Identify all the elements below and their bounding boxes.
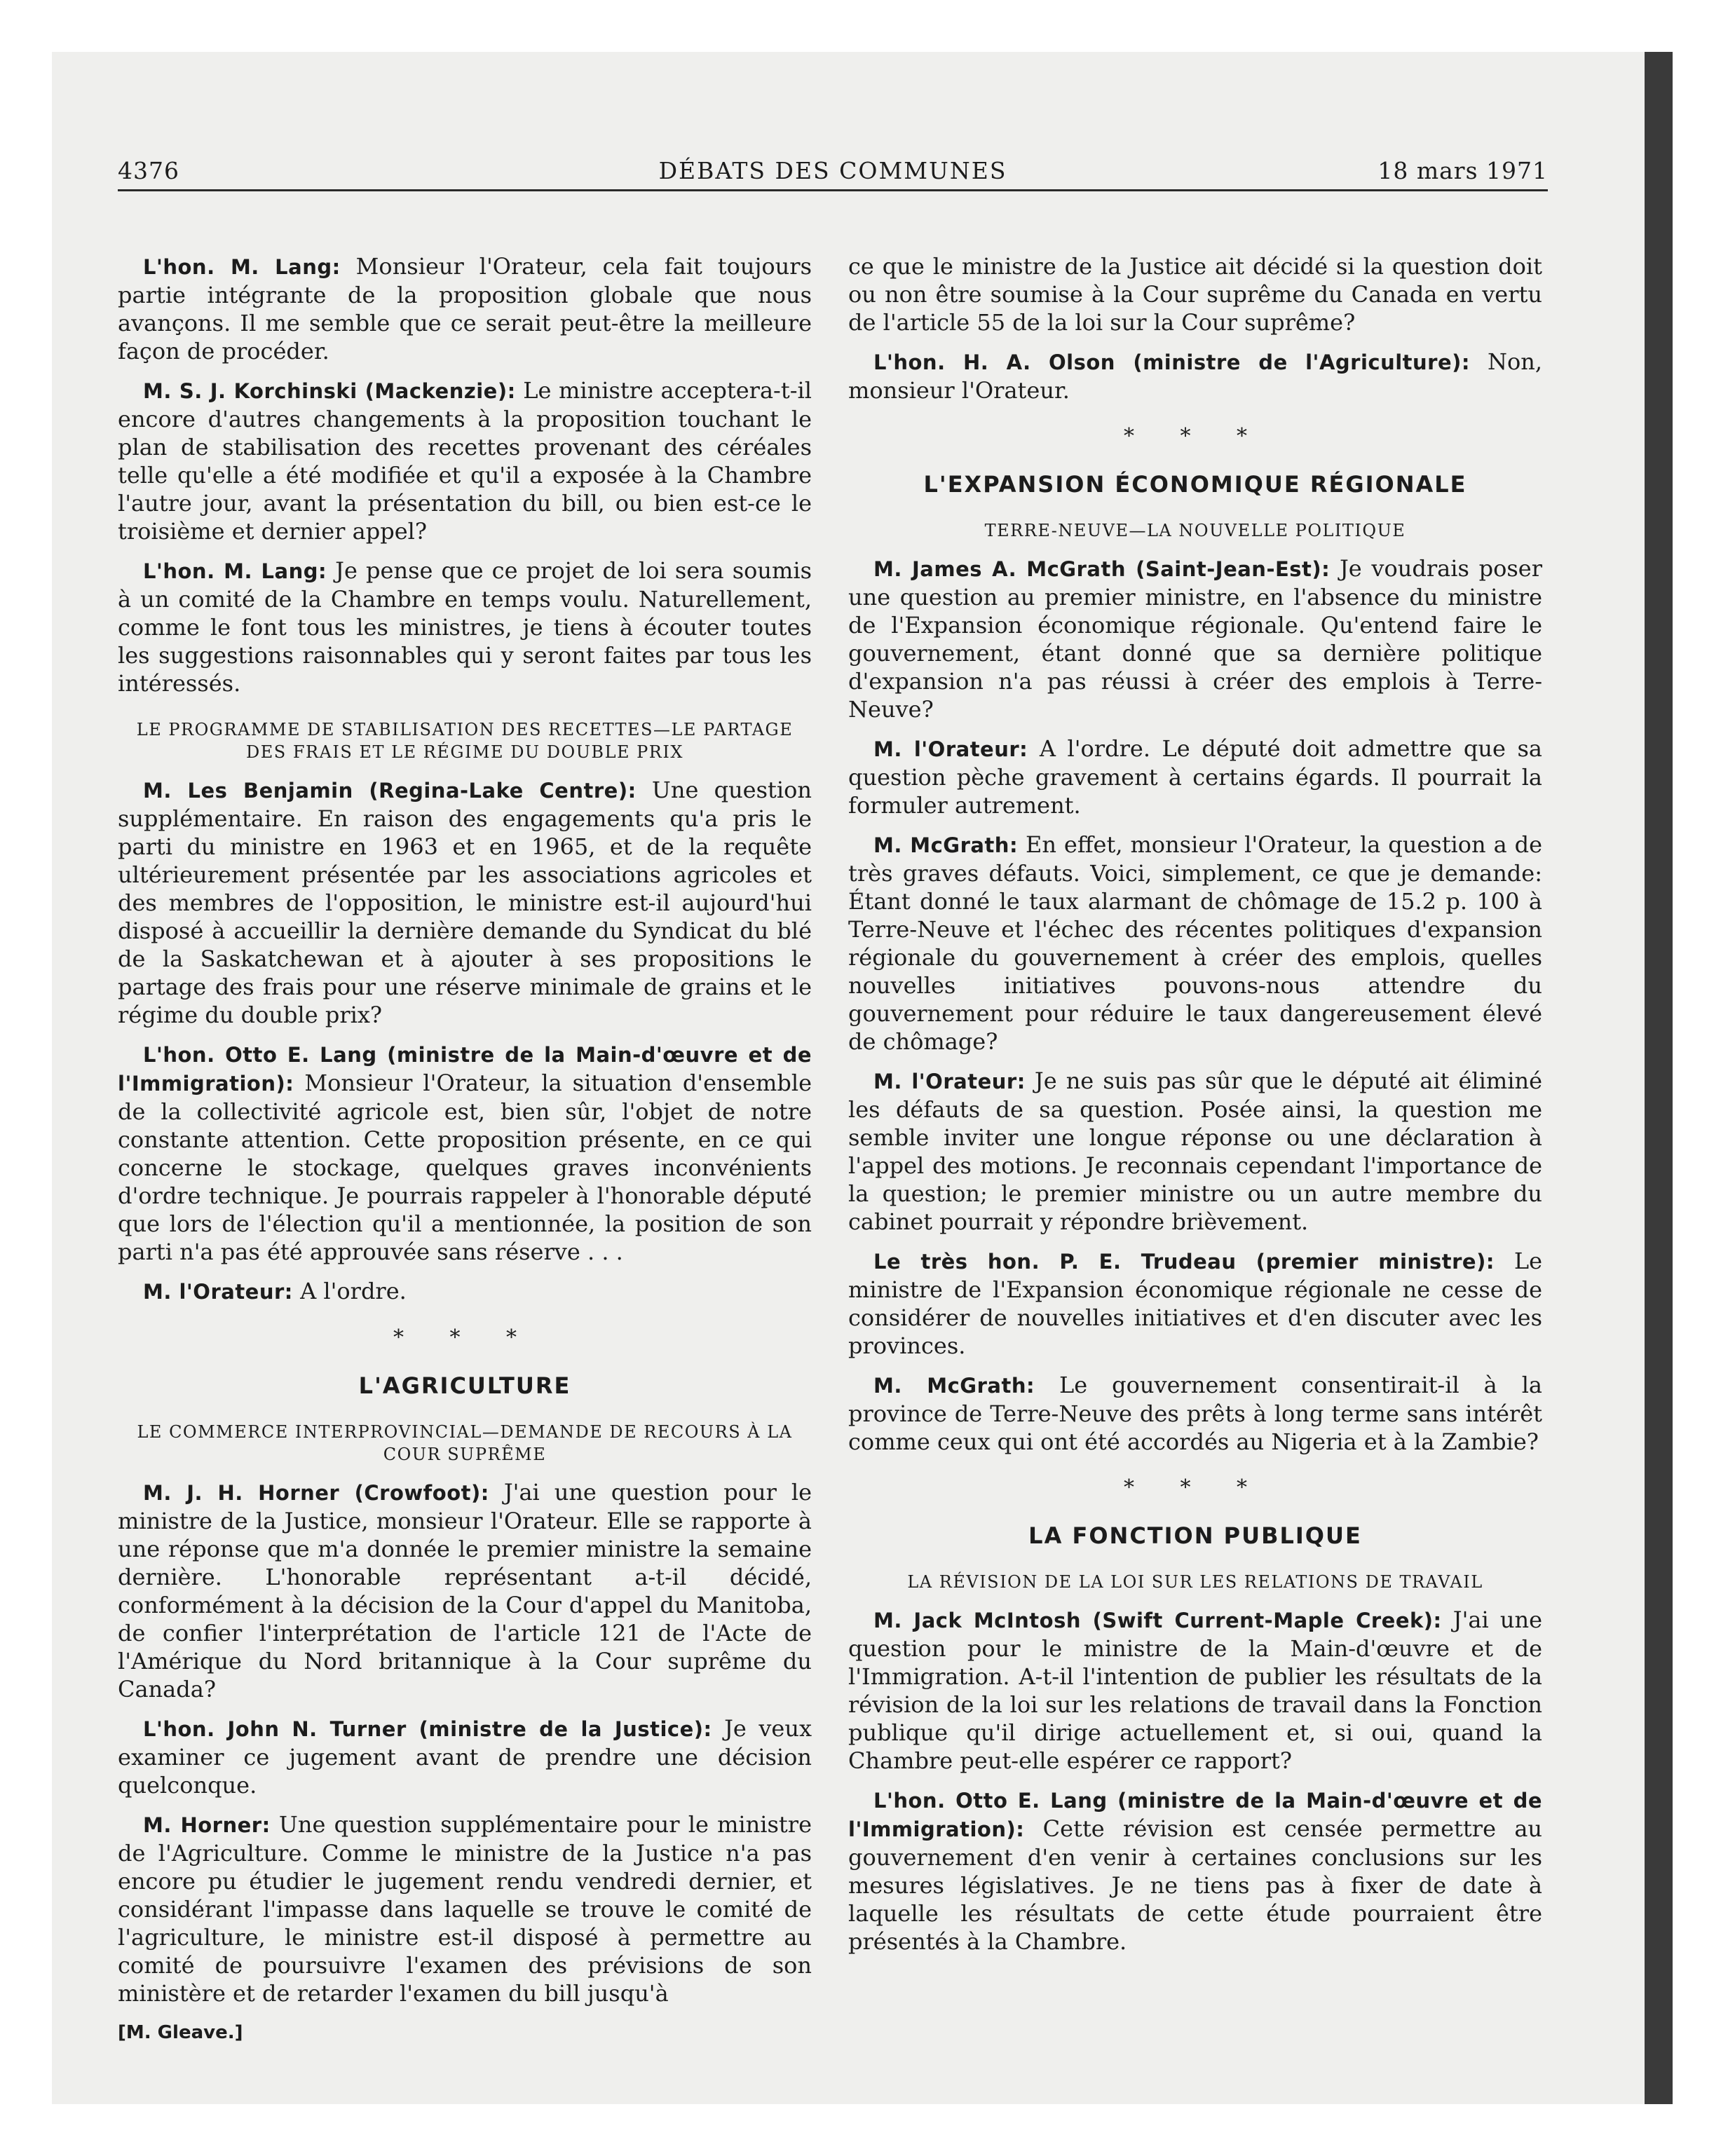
section-separator: * * * [393,1325,537,1350]
speaker-name: M. Horner: [143,1813,271,1837]
speaker-name: M. J. H. Horner (Crowfoot): [143,1481,489,1505]
speech-text: Je pense que ce projet de loi sera soumis à un comité de la Chambre en temps voulu. Naturellement, comme le font tous les ministres, je tiens à écouter toutes les suggestions raisonnables qui y seront faites par tous les intéressés. [118,557,812,697]
speech-text: Le ministre acceptera-t-il encore d'autres changements à la proposition touchant le plan de stabilisation des recettes provenant des céréales telle qu'elle a été modifiée et qu'il a exposée à la Chambre l'autre jour, avant la présentation du bill, ou bien est-ce le troisième et dernier appel? [118,377,812,545]
paragraph [118,1810,812,2007]
page-number: 4376 [118,157,179,184]
paragraph-continuation [848,252,1542,336]
scan-edge-bar [1645,52,1673,2104]
section-heading: LA FONCTION PUBLIQUE [1028,1522,1362,1549]
right-column [848,252,1542,1967]
speech-text: J'ai une question pour le ministre de la Justice, monsieur l'Orateur. Elle se rapporte à une réponse que m'a donnée le premier ministre la semaine dernière. L'honorable représentant a-t-il décidé, conformément à la décision de la Cour d'appel du Manitoba, de confier l'interprétation de l'article 121 de l'Acte de l'Amérique du Nord britannique à la Cour suprême du Canada? [118,1479,812,1703]
paragraph [848,831,1542,1056]
speech-text: J'ai une question pour le ministre de la Main-d'œuvre et de l'Immigration. A-t-il l'intention de publier les résultats de la révision de la loi sur les relations de travail dans la Fonction publique qu'il dirige actuellement et, si oui, quand la Chambre peut-elle espérer ce rapport? [848,1606,1543,1774]
section-heading: L'AGRICULTURE [358,1372,571,1399]
speech-text: A l'ordre. Le député doit admettre que sa question pèche gravement à certains égards. Il pourrait la formuler autrement. [848,735,1543,819]
speaker-name: L'hon. John N. Turner (ministre de la Justice): [143,1717,712,1741]
speech-text: Monsieur l'Orateur, la situation d'ensemble de la collectivité agricole est, bien sûr, l'objet de notre constante attention. Cette proposition présente, en ce qui concerne le stockage, quelques graves inconvénients d'ordre technique. Je pourrais rappeler à l'honorable député que lors de l'élection qu'il a mentionnée, la position de son parti n'a pas été approuvée sans réserve . . . [118,1070,812,1265]
paragraph [118,1478,812,1703]
speech-text: Je voudrais poser une question au premier ministre, en l'absence du ministre de l'Expansion économique régionale. Qu'entend faire le gouvernement, étant donné que sa dernière politique d'expansion n'a pas réussi à créer des emplois à Terre-Neuve? [848,555,1543,723]
speech-text: Je ne suis pas sûr que le député ait éliminé les défauts de sa question. Posée ainsi, la question me semble inviter une longue réponse ou une déclaration à l'appel des motions. Je reconnais cependant l'importance de la question; le premier ministre ou un autre membre du cabinet pourrait y répondre brièvement. [848,1067,1543,1235]
speaker-name: M. James A. McGrath (Saint-Jean-Est): [873,557,1331,581]
speech-text: Non, monsieur l'Orateur. [848,348,1543,404]
speaker-name: M. Les Benjamin (Regina-Lake Centre): [143,779,637,803]
paragraph [848,1786,1542,1956]
paragraph [118,252,812,365]
speech-text: Je veux examiner ce jugement avant de prendre une décision quelconque. [118,1715,812,1799]
paragraph [848,735,1542,819]
page-header [118,156,1548,191]
speaker-name: M. l'Orateur: [143,1280,293,1304]
page-footnote: [M. Gleave.] [118,2022,243,2043]
left-column [118,252,812,2047]
speaker-name: M. S. J. Korchinski (Mackenzie): [143,379,516,403]
subsection-heading: LA RÉVISION DE LA LOI SUR LES RELATIONS DE TRAVAIL [907,1572,1483,1592]
speaker-name: L'hon. Otto E. Lang (ministre de la Main-d'œuvre et de l'Immigration): [118,1043,812,1096]
journal-title: DÉBATS DES COMMUNES [658,157,1007,184]
speech-text: Cette révision est censée permettre au gouvernement d'en venir à certaines conclusions sur les mesures législatives. Je ne tiens pas à fixer de date à laquelle les résultats de cette étude pourraient être présentés à la Chambre. [848,1815,1542,1955]
speaker-name: L'hon. H. A. Olson (ministre de l'Agriculture): [873,350,1470,374]
speaker-name: L'hon. M. Lang: [143,559,327,583]
speaker-name: M. l'Orateur: [873,1070,1026,1093]
speech-text: Le ministre de l'Expansion économique régionale ne cesse de considérer de nouvelles initiatives et d'en discuter avec les provinces. [848,1248,1543,1359]
subsection-heading: LE PROGRAMME DE STABILISATION DES RECETTES—LE PARTAGE DES FRAIS ET LE RÉGIME DU DOUBLE PRIX [136,720,794,762]
speech-text: ce que le ministre de la Justice ait décidé si la question doit ou non être soumise à la Cour suprême du Canada en vertu de l'article 55 de la loi sur la Cour suprême? [848,253,1542,336]
speech-text: Monsieur l'Orateur, cela fait toujours partie intégrante de la proposition globale que nous avançons. Il me semble que ce serait peut-être la meilleure façon de procéder. [118,253,812,364]
subsection-heading: LE COMMERCE INTERPROVINCIAL—DEMANDE DE RECOURS À LA COUR SUPRÊME [137,1422,793,1464]
speaker-name: M. McGrath: [873,1374,1035,1398]
subsection-heading: TERRE-NEUVE—LA NOUVELLE POLITIQUE [984,521,1406,540]
paragraph [118,776,812,1029]
speech-text: Le gouvernement consentirait-il à la province de Terre-Neuve des prêts à long terme sans intérêt comme ceux qui ont été accordés au Nigeria et à la Zambie? [848,1372,1543,1455]
speaker-name: M. McGrath: [873,833,1019,857]
section-separator: * * * [1123,1475,1267,1500]
speech-text: A l'ordre. [292,1278,407,1304]
paragraph [118,1277,812,1306]
speaker-name: L'hon. Otto E. Lang (ministre de la Main-d'œuvre et de l'Immigration): [848,1789,1542,1841]
paragraph [848,1067,1542,1236]
paragraph [118,376,812,545]
paragraph [118,1040,812,1266]
paragraph [118,557,812,697]
paragraph [118,1714,812,1799]
speaker-name: Le très hon. P. E. Trudeau (premier ministre): [873,1250,1495,1274]
paragraph [848,554,1542,723]
speaker-name: M. l'Orateur: [873,737,1028,761]
paragraph [848,348,1542,404]
speech-text: Une question supplémentaire. En raison des engagements qu'a pris le parti du ministre en 1963 et en 1965, et de la requête ultérieurement présentée par les associations agricoles et des membres de l'opposition, le ministre est-il aujourd'hui disposé à accueillir la dernière demande du Syndicat du blé de la Saskatchewan et à ajouter à ses propositions le partage des frais pour une réserve minimale de grains et le régime du double prix? [118,777,812,1028]
speaker-name: M. Jack McIntosh (Swift Current-Maple Creek): [873,1609,1442,1632]
section-heading: L'EXPANSION ÉCONOMIQUE RÉGIONALE [923,471,1467,498]
speaker-name: L'hon. M. Lang: [143,255,341,279]
speech-text: En effet, monsieur l'Orateur, la question a de très graves défauts. Voici, simplement, ce que je demande: Étant donné le taux alarmant de chômage de 15.2 p. 100 à Terre-Neuve et l'échec des récentes politiques d'expansion régionale du gouvernement à créer des emplois, quelles nouvelles initiatives pouvons-nous attendre du gouvernement pour réduire le taux dangereusement élevé de chômage? [848,831,1542,1055]
paragraph [848,1247,1542,1360]
speech-text: Une question supplémentaire pour le ministre de l'Agriculture. Comme le ministre de la Justice n'a pas encore pu étudier le jugement rendu vendredi dernier, et considérant l'impasse dans laquelle se trouve le comité de l'agriculture, le ministre est-il disposé à permettre au comité de poursuivre l'examen des prévisions de son ministère et de retarder l'examen du bill jusqu'à [118,1811,812,2007]
section-separator: * * * [1123,424,1267,449]
paragraph [848,1606,1542,1775]
page-date: 18 mars 1971 [1377,157,1548,184]
paragraph [848,1371,1542,1456]
